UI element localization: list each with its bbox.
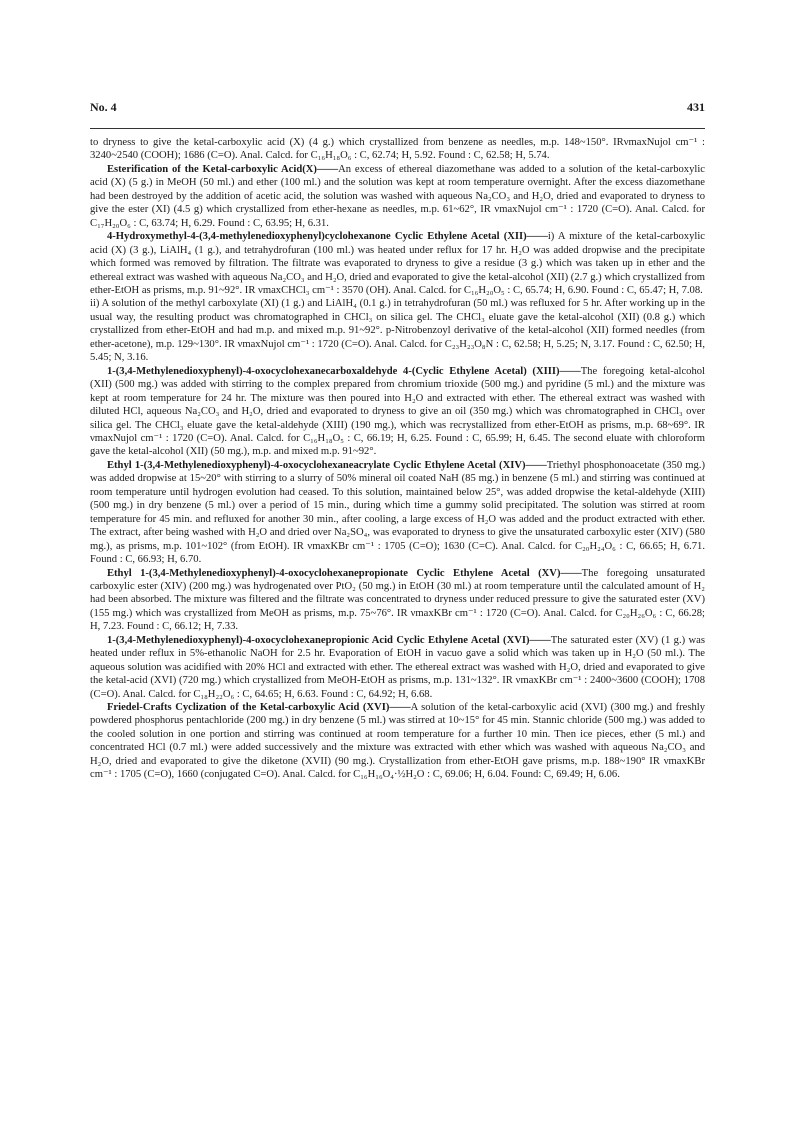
paragraph-heading: 4-Hydroxymethyl-4-(3,4-methylenedioxyphenyl)cyclohexanone Cyclic Ethylene Acetal (XII)—— <box>106 231 548 243</box>
paragraph-heading: Ethyl 1-(3,4-Methylenedioxyphenyl)-4-oxocyclohexanepropionate Cyclic Ethylene Acetal (XV)—— <box>106 567 582 579</box>
paragraph-heading: Friedel-Crafts Cyclization of the Ketal-carboxylic Acid (XVI)—— <box>106 702 411 714</box>
paragraph-heading: 1-(3,4-Methylenedioxyphenyl)-4-oxocyclohexanecarboxaldehyde 4-(Cyclic Ethylene Acetal) (XIII)—— <box>106 365 581 377</box>
paragraph-text: The foregoing unsaturated carboxylic ester (XIV) (200 mg.) was hydrogenated over PtO₂ (50 mg.) in EtOH (30 ml.) at room temperature until the calculated amount of H₂ had been absorbed. The mixture was filtered and the filtrate was concentrated to dryness under reduced pressure to give the saturated ester (XV) (155 mg.) which was crystallized from MeOH as prisms, m.p. 75~76°. IR νmaxKBr cm⁻¹ : 1720 (C=O). Anal. Calcd. for C₂₀H₂₆O₆ : C, 66.28; H, 7.23. Found : C, 66.12; H, 7.33. <box>90 567 705 633</box>
paragraph-heading: Esterification of the Ketal-carboxylic Acid(X)—— <box>106 163 339 175</box>
paragraph <box>90 136 705 163</box>
paragraph <box>90 634 705 701</box>
paragraph <box>90 230 705 297</box>
paragraph-text: i) A mixture of the ketal-carboxylic acid (X) (3 g.), LiAlH₄ (1 g.), and tetrahydrofuran (100 ml.) was heated under reflux for 17 hr. H₂O was added dropwise and the precipitate which formed was removed by filtration. The filtrate was evaporated to dryness to give a residue (3 g.) which was taken up in ether and the ethereal extract was washed with aqueous Na₂CO₃ and H₂O, dried and evaporated to give the ketal-alcohol (XII) (2.7 g.) which crystallized from ether-EtOH as prisms, m.p. 91~92°. IR νmaxCHCl₃ cm⁻¹ : 3570 (OH). Anal. Calcd. for C₁₆H₂₀O₅ : C, 65.74; H, 6.90. Found : C, 65.47; H, 7.08. <box>90 231 705 296</box>
paragraph <box>90 459 705 567</box>
paragraph-heading: 1-(3,4-Methylenedioxyphenyl)-4-oxocyclohexanepropionic Acid Cyclic Ethylene Acetal (XVI)—— <box>106 634 551 646</box>
paragraph <box>90 365 705 459</box>
paragraph <box>90 567 705 634</box>
paragraph-heading: Ethyl 1-(3,4-Methylenedioxyphenyl)-4-oxocyclohexaneacrylate Cyclic Ethylene Acetal (XIV)—— <box>106 459 547 471</box>
header-rule <box>90 128 705 129</box>
paragraph <box>90 297 705 364</box>
paragraph-text: Triethyl phosphonoacetate (350 mg.) was added dropwise at 15~20° with stirring to a slurry of 50% mineral oil coated NaH (85 mg.) in benzene (5 ml.) and stirring was continued at room temperature until hydrogen evolution had ceased. To this solution, maintained below 25°, was added dropwise the ketal-aldehyde (XIII) (500 mg.) in dry benzene (5 ml.) over a period of 15 min., during which time a gummy solid precipitated. The solution was stirred at room temperature for 45 min. and refluxed for another 30 min., after cooling, a large excess of H₂O was added and the product extracted with ether. The extract, after being washed with H₂O and dried over Na₂SO₄, was evaporated to dryness to give the unsaturated carboxylic ester (XIV) (580 mg.), as prisms, m.p. 101~102° (from EtOH). IR νmaxKBr cm⁻¹ : 1705 (C=O); 1630 (C=C). Anal. Calcd. for C₂₀H₂₄O₆ : C, 66.65; H, 6.71. Found : C, 66.93; H, 6.70. <box>90 459 705 566</box>
paragraph-text: The saturated ester (XV) (1 g.) was heated under reflux in 5%-ethanolic NaOH for 2.5 hr. Evaporation of EtOH in vacuo gave a solid which was taken up in H₂O (50 ml.). The aqueous solution was acidified with 20% HCl and extracted with ether. The ethereal extract was washed with H₂O, dried and evaporated to give the ketal-acid (XVI) (720 mg.) which crystallized from MeOH-EtOH as prisms, m.p. 131~132°. IR νmaxKBr cm⁻¹ : 2400~3600 (COOH); 1708 (C=O). Anal. Calcd. for C₁₈H₂₂O₆ : C, 64.65; H, 6.63. Found : C, 64.92; H, 6.68. <box>90 634 705 700</box>
page-number: 431 <box>687 100 705 114</box>
paragraph <box>90 701 705 782</box>
paragraph-text: A solution of the ketal-carboxylic acid (XVI) (300 mg.) and freshly powdered phosphorus pentachloride (200 mg.) in dry benzene (5 ml.) was stirred at 10~15° for 45 min. Stannic chloride (500 mg.) was added to the cooled solution in one portion and stirring was continued at room temperature for a further 10 min. Then ice pieces, ether (5 ml.) and concentrated HCl (0.7 ml.) were added successively and the mixture was extracted with ether which was washed with aqueous Na₂CO₃ and H₂O, dried and evaporated to give the diketone (XVII) (90 mg.). Crystallization from ether-EtOH gave prisms, m.p. 188~190° IR νmaxKBr cm⁻¹ : 1705 (C=O), 1660 (conjugated C=O). Anal. Calcd. for C₁₆H₁₆O₄·½H₂O : C, 69.06; H, 6.04. Found: C, 69.49; H, 6.06. <box>90 702 706 781</box>
page-header <box>90 100 705 120</box>
paragraph <box>90 163 705 230</box>
issue-number: No. 4 <box>90 100 117 114</box>
article-body <box>90 136 705 782</box>
paragraph-text: to dryness to give the ketal-carboxylic acid (X) (4 g.) which crystallized from benzene as needles, m.p. 148~150°. IRνmaxNujol cm⁻¹ : 3240~2540 (COOH); 1686 (C=O). Anal. Calcd. for C₁₆H₁₈O₆ : C, 62.74; H, 5.92. Found : C, 62.58; H, 5.74. <box>90 137 705 162</box>
paragraph-text: An excess of ethereal diazomethane was added to a solution of the ketal-carboxylic acid (X) (5 g.) in MeOH (50 ml.) and ether (100 ml.) and the solution was kept at room temperature overnight. After the excess diazomethane had been destroyed by the addition of acetic acid, the solution was washed with aqueous Na₂CO₃ and H₂O, dried and evaporated to dryness to give the ester (XI) (4.5 g) which crystallized from ether-hexane as needles, m.p. 61~62°, IR νmaxNujol cm⁻¹ : 1720 (C=O). Anal. Calcd. for C₁₇H₂₀O₆ : C, 63.74; H, 6.29. Found : C, 63.95; H, 6.31. <box>90 163 705 229</box>
paragraph-text: The foregoing ketal-alcohol (XII) (500 mg.) was added with stirring to the complex prepared from chromium trioxide (500 mg.) and pyridine (5 ml.) and the mixture was kept at room temperature for 24 hr. The mixture was then poured into H₂O and extracted with ether. The ethereal extract was washed with diluted HCl, aqueous Na₂CO₃ and H₂O, dried and evaporated to dryness to give an oil (350 mg.) which was chromatographed in CHCl₃ over silica gel. The CHCl₃ eluate gave the ketal-aldehyde (XIII) (190 mg.), which was recrystallized from ether-EtOH as prisms, m.p. 68~69°. IR νmaxNujol cm⁻¹ : 1720 (C=O). Anal. Calcd. for C₁₆H₁₈O₅ : C, 66.19; H, 6.25. Found : C, 65.99; H, 6.45. The second eluate with chloroform gave the ketal-alcohol (XII) (50 mg.), m.p. and mixed m.p. 91~92°. <box>90 365 705 458</box>
paragraph-text: ii) A solution of the methyl carboxylate (XI) (1 g.) and LiAlH₄ (0.1 g.) in tetrahydrofuran (50 ml.) was refluxed for 5 hr. After working up in the usual way, the resulting product was chromatographed in CHCl₃ on silica gel. The CHCl₃ eluate gave the ketal-alcohol (XII) (0.8 g.) which crystallized from ether-EtOH and had m.p. and mixed m.p. 91~92°. p-Nitrobenzoyl derivative of the ketal-alcohol (XII) formed needles (from ether-acetone), m.p. 129~130°. IR νmaxNujol cm⁻¹ : 1720 (C=O). Anal. Calcd. for C₂₃H₂₃O₈N : C, 62.58; H, 5.25; N, 3.17. Found : C, 62.50; H, 5.45; N, 3.16. <box>90 298 705 364</box>
